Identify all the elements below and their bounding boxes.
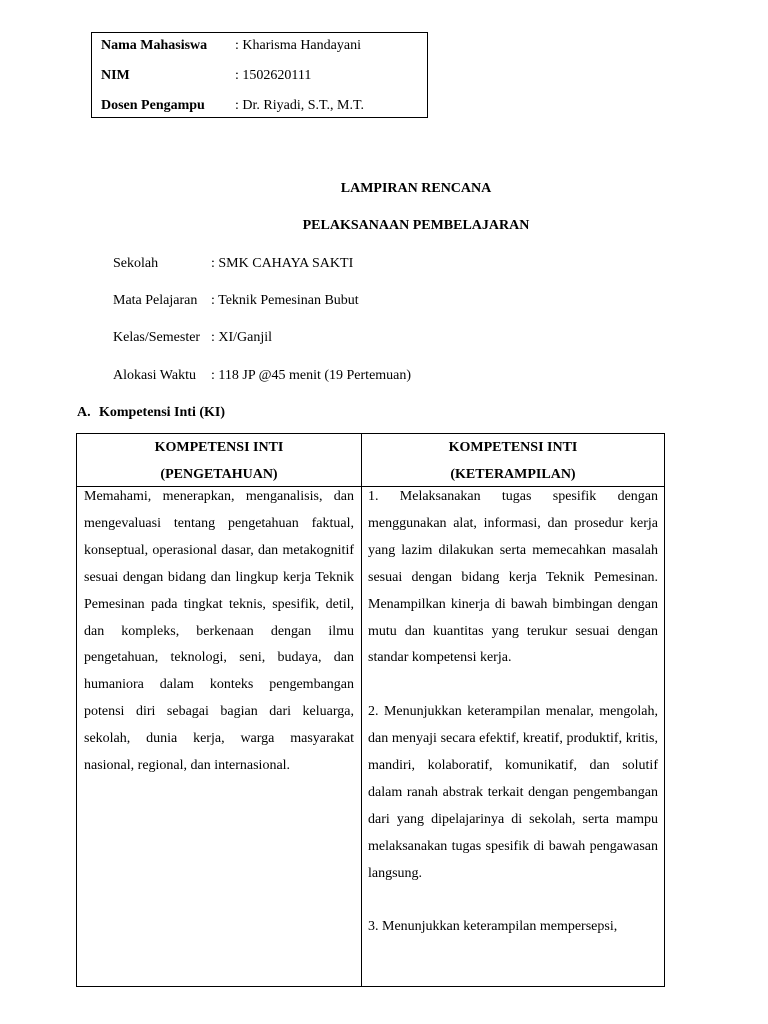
time-value: : 118 JP @45 menit (19 Pertemuan) <box>211 368 412 383</box>
keterampilan-item-1: 1. Melaksanakan tugas spesifik dengan menggunakan alat, informasi, dan prosedur kerja yang lazim dilakukan serta memecahkan masalah sesuai dengan bidang kerja Teknik Pemesinan. Menampilkan kinerja di bawah bimbingan dengan mutu dan kuantitas yang terukur sesuai dengan standar kompetensi kerja. <box>368 489 658 666</box>
document-title-line1: LAMPIRAN RENCANA <box>340 181 492 196</box>
lecturer-label: Dosen Pengampu <box>101 98 205 113</box>
section-a-number: A. <box>77 405 91 420</box>
pengetahuan-text: Memahami, menerapkan, menganalisis, dan mengevaluasi tentang pengetahuan faktual, konseptual, operasional dasar, dan metakognitif sesuai dengan bidang dan lingkup kerja Teknik Pemesinan pada tingkat teknis, spesifik, detil, dan kompleks, berkenaan dengan ilmu pengetahuan, teknologi, seni, budaya, dan humaniora dalam konteks pengembangan potensi diri sebagai bagian dari keluarga, sekolah, dunia kerja, warga masyarakat nasional, regional, dan internasional. <box>84 489 354 774</box>
cell-pengetahuan <box>84 484 354 780</box>
table-column-divider <box>361 434 362 986</box>
header-keterampilan-line1: KOMPETENSI INTI <box>448 440 578 455</box>
section-a-heading <box>77 403 225 423</box>
keterampilan-item-3: 3. Menunjukkan keterampilan mempersepsi, <box>368 919 618 935</box>
section-a-title: Kompetensi Inti (KI) <box>99 405 225 420</box>
school-value: : SMK CAHAYA SAKTI <box>211 256 354 271</box>
header-pengetahuan-line2: (PENGETAHUAN) <box>160 467 278 482</box>
nim-label: NIM <box>101 68 130 83</box>
student-name-label: Nama Mahasiswa <box>101 38 208 53</box>
lecturer-value: : Dr. Riyadi, S.T., M.T. <box>235 98 364 113</box>
time-label: Alokasi Waktu <box>113 368 196 383</box>
header-keterampilan <box>362 434 664 486</box>
subject-label: Mata Pelajaran <box>113 293 198 308</box>
header-pengetahuan-line1: KOMPETENSI INTI <box>154 440 284 455</box>
student-info-box <box>91 32 428 118</box>
document-title-line2: PELAKSANAAN PEMBELAJARAN <box>302 218 530 233</box>
cell-keterampilan <box>368 484 658 941</box>
header-pengetahuan <box>77 434 361 486</box>
ki-table <box>76 433 665 987</box>
student-name-value: : Kharisma Handayani <box>235 38 361 53</box>
subject-value: : Teknik Pemesinan Bubut <box>211 293 359 308</box>
nim-value: : 1502620111 <box>235 68 312 83</box>
class-value: : XI/Ganjil <box>211 330 273 345</box>
class-label: Kelas/Semester <box>113 330 201 345</box>
header-keterampilan-line2: (KETERAMPILAN) <box>450 467 576 482</box>
keterampilan-item-2: 2. Menunjukkan keterampilan menalar, mengolah, dan menyaji secara efektif, kreatif, produktif, kritis, mandiri, kolaboratif, komunikatif, dan solutif dalam ranah abstrak terkait dengan pengembangan dari yang dipelajarinya di sekolah, serta mampu melaksanakan tugas spesifik di bawah pengawasan langsung. <box>368 704 658 881</box>
school-label: Sekolah <box>113 256 159 271</box>
